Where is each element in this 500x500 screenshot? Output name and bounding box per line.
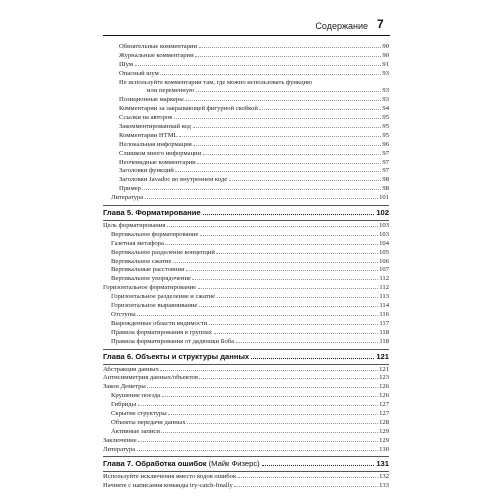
entry-page: 112 (379, 284, 389, 292)
dot-leader (251, 358, 374, 359)
dot-leader (199, 47, 381, 48)
dot-leader (200, 235, 378, 236)
entry-page: 114 (379, 302, 389, 310)
entry-page: 93 (382, 96, 389, 104)
dot-leader (195, 56, 381, 57)
chapter-page: 102 (376, 208, 389, 218)
entry-title: Слишком много информации (119, 149, 202, 157)
entry-page: 103 (379, 222, 389, 230)
entry-title: Антисимметрия данных/объектов (103, 374, 198, 382)
entry-title: Закон Деметры (103, 383, 146, 391)
chapter-page: 121 (376, 351, 389, 361)
entry-page: 133 (379, 482, 389, 490)
toc-entry-continuation[interactable] (103, 87, 389, 96)
toc-entry[interactable] (103, 311, 389, 320)
dot-leader (185, 100, 381, 101)
entry-page: 96 (382, 140, 389, 148)
entry-title: Комментарии HTML (119, 131, 178, 139)
toc-entry[interactable] (103, 240, 389, 249)
entry-title: Объекты передачи данных (111, 418, 186, 426)
dot-leader (174, 118, 381, 119)
dot-leader (135, 65, 381, 66)
entry-page: 113 (379, 293, 389, 301)
toc-entry[interactable] (103, 410, 389, 419)
entry-title: Вертикальное упорядочение (111, 275, 191, 283)
toc-entry[interactable] (103, 482, 389, 491)
toc-entry[interactable] (103, 70, 389, 79)
toc-block-comments (103, 43, 389, 203)
dot-leader (203, 214, 375, 215)
dot-leader (199, 378, 377, 379)
entry-page: 97 (382, 149, 389, 157)
entry-page: 95 (382, 123, 389, 131)
dot-leader (229, 180, 381, 181)
toc-entry[interactable] (103, 150, 389, 159)
entry-title: Пример (119, 185, 141, 193)
entry-page: 130 (379, 445, 389, 453)
entry-title: Литература (103, 445, 136, 453)
entry-page: 95 (382, 114, 389, 122)
dot-leader (259, 109, 381, 110)
header-rule (103, 35, 390, 36)
toc-block-objects (103, 366, 389, 455)
toc-entry[interactable] (103, 194, 389, 203)
dot-leader (216, 253, 377, 254)
entry-page: 118 (379, 337, 389, 345)
dot-leader (209, 324, 378, 325)
toc-entry[interactable] (103, 231, 389, 240)
entry-page: 106 (379, 257, 389, 265)
entry-page: 128 (379, 418, 389, 426)
entry-page: 94 (382, 105, 389, 113)
toc-entry[interactable] (103, 374, 389, 383)
entry-page: 101 (379, 194, 389, 202)
entry-page: 93 (382, 69, 389, 77)
entry-title: Обязательные комментарии (119, 43, 198, 50)
toc-entry[interactable] (103, 185, 389, 194)
toc-entry[interactable] (103, 167, 389, 176)
entry-title: Скрытие структуры (111, 409, 167, 417)
running-head-title: Содержание (315, 21, 368, 31)
toc-entry[interactable] (103, 338, 389, 347)
entry-page: 98 (382, 176, 389, 184)
toc-entry[interactable] (103, 132, 389, 141)
toc-entry[interactable] (103, 79, 389, 88)
entry-page: 105 (379, 248, 389, 256)
dot-leader (199, 306, 378, 307)
toc-entry[interactable] (103, 96, 389, 105)
entry-page: 104 (379, 239, 389, 247)
dot-leader (236, 342, 378, 343)
dot-leader (196, 91, 381, 92)
entry-title: Вертикальное разделение концепций (111, 248, 215, 256)
dot-leader (138, 441, 377, 442)
entry-title: Вырожденные области видимости (111, 319, 208, 327)
toc-entry[interactable] (103, 222, 389, 231)
entry-title: или переменную (147, 87, 195, 95)
entry-title: Правила форматирования от дядюшки Боба (111, 337, 235, 345)
dot-leader (198, 288, 378, 289)
dot-leader (138, 405, 378, 406)
dot-leader (147, 387, 377, 388)
entry-title: Шум (119, 60, 134, 68)
table-of-contents (103, 43, 389, 491)
entry-title: Вертикальные расстояния (111, 266, 185, 274)
toc-entry[interactable] (103, 105, 389, 114)
dot-leader (197, 163, 381, 164)
chapter-rule (103, 471, 389, 472)
entry-page: 95 (382, 131, 389, 139)
toc-block-formatting (103, 222, 389, 346)
entry-page: 126 (379, 392, 389, 400)
chapter-heading-6[interactable] (103, 350, 389, 364)
toc-entry[interactable] (103, 275, 389, 284)
entry-title: Журнальные комментарии (119, 51, 194, 59)
toc-entry[interactable] (103, 302, 389, 311)
entry-title: Используйте исключения вместо кодов ошибок (103, 473, 237, 481)
dot-leader (167, 226, 378, 227)
entry-title: Не используйте комментарии там, где можно использовать функцию (119, 78, 313, 86)
entry-title: Опасный шум (119, 69, 159, 77)
dot-leader (142, 189, 380, 190)
toc-entry[interactable] (103, 366, 389, 375)
entry-title: Заголовки Javadoc во внутреннем коде (119, 176, 228, 184)
toc-entry[interactable] (103, 114, 389, 123)
dot-leader (175, 171, 381, 172)
dot-leader (161, 432, 377, 433)
entry-page: 107 (379, 266, 389, 274)
chapter-heading-5[interactable] (103, 206, 389, 220)
entry-title: Заключение (103, 436, 137, 444)
entry-title: Позиционные маркеры (119, 96, 184, 104)
entry-title: Нелокальная информация (119, 140, 192, 148)
dot-leader (168, 414, 377, 415)
dot-leader (203, 154, 381, 155)
entry-title: Крушение поезда (111, 392, 161, 400)
entry-title: Гибриды (111, 401, 137, 409)
entry-title: Отступы (111, 310, 136, 318)
toc-entry[interactable] (103, 43, 389, 52)
dot-leader (137, 450, 378, 451)
toc-entry[interactable] (103, 383, 389, 392)
entry-title: Цель форматирования (103, 222, 166, 230)
chapter-title: Глава 6. Объекты и структуры данных (103, 351, 250, 361)
dot-leader (186, 270, 378, 271)
dot-leader (192, 279, 377, 280)
dot-leader (217, 297, 378, 298)
page-header (0, 0, 500, 39)
toc-entry[interactable] (103, 123, 389, 132)
dot-leader (234, 486, 377, 487)
entry-title: Комментарии за закрывающей фигурной скобкой (119, 105, 258, 113)
entry-page: 129 (379, 436, 389, 444)
entry-title: Начните с написания команды try-catch-finally (103, 482, 233, 490)
entry-page: 127 (379, 401, 389, 409)
entry-page: 117 (379, 319, 389, 327)
toc-entry[interactable] (103, 52, 389, 61)
dot-leader (160, 370, 377, 371)
toc-entry[interactable] (103, 284, 389, 293)
entry-title: Вертикальное форматирование (111, 230, 199, 238)
entry-page: 118 (379, 328, 389, 336)
toc-entry[interactable] (103, 159, 389, 168)
toc-entry[interactable] (103, 320, 389, 329)
entry-title: Абстракция данных (103, 365, 159, 373)
entry-page: 127 (379, 409, 389, 417)
entry-page: 112 (379, 275, 389, 283)
toc-entry[interactable] (103, 401, 389, 410)
entry-title: Газетная метафора (111, 239, 164, 247)
dot-leader (145, 198, 378, 199)
toc-block-errors (103, 473, 389, 491)
dot-leader (214, 333, 378, 334)
chapter-rule (103, 364, 389, 365)
entry-title: Ссылки на авторов (119, 114, 173, 122)
toc-entry[interactable] (103, 293, 389, 302)
entry-page: 98 (382, 185, 389, 193)
dot-leader (165, 244, 377, 245)
entry-page: 103 (379, 230, 389, 238)
dot-leader (173, 262, 378, 263)
chapter-page: 131 (376, 459, 389, 469)
entry-page: 123 (379, 374, 389, 382)
entry-title: Правила форматирования в группах (111, 328, 213, 336)
toc-entry[interactable] (103, 249, 389, 258)
toc-entry[interactable] (103, 61, 389, 70)
entry-page: 116 (379, 310, 389, 318)
toc-entry[interactable] (103, 176, 389, 185)
entry-title: Литература (111, 194, 144, 202)
entry-title: Горизонтальное выравнивание (111, 302, 198, 310)
entry-title: Неочевидные комментарии (119, 158, 196, 166)
entry-page: 132 (379, 473, 389, 481)
chapter-heading-7[interactable] (103, 457, 389, 471)
toc-entry[interactable] (103, 392, 389, 401)
dot-leader (160, 74, 381, 75)
toc-entry[interactable] (103, 437, 389, 446)
dot-leader (262, 465, 375, 466)
dot-leader (238, 477, 378, 478)
dot-leader (179, 136, 381, 137)
toc-entry[interactable] (103, 258, 389, 267)
toc-entry[interactable] (103, 428, 389, 437)
chapter-rule (103, 220, 389, 221)
dot-leader (193, 127, 381, 128)
chapter-title: Глава 5. Форматирование (103, 208, 201, 218)
toc-entry[interactable] (103, 473, 389, 482)
dot-leader (187, 423, 378, 424)
chapter-title: Глава 7. Обработка ошибок (Майк Физерс) (103, 459, 260, 469)
toc-entry[interactable] (103, 266, 389, 275)
entry-page: 90 (382, 43, 389, 50)
dot-leader (193, 145, 381, 146)
entry-title: Активные записи (111, 427, 160, 435)
page-number: 7 (377, 17, 384, 31)
entry-title: Закомментированный код (119, 123, 192, 131)
entry-title: Заголовки функций (119, 167, 174, 175)
entry-title: Вертикальное сжатие (111, 257, 172, 265)
toc-entry[interactable] (103, 446, 389, 455)
entry-page: 126 (379, 383, 389, 391)
entry-page: 121 (379, 365, 389, 373)
entry-page: 93 (382, 87, 389, 95)
entry-page: 90 (382, 51, 389, 59)
dot-leader (137, 315, 378, 316)
entry-page: 97 (382, 158, 389, 166)
entry-title: Горизонтальное форматирование (103, 284, 197, 292)
dot-leader (162, 396, 378, 397)
entry-page: 129 (379, 427, 389, 435)
toc-entry[interactable] (103, 419, 389, 428)
entry-page: 97 (382, 167, 389, 175)
toc-entry[interactable] (103, 329, 389, 338)
toc-entry[interactable] (103, 141, 389, 150)
entry-page: 91 (382, 60, 389, 68)
entry-title: Горизонтальное разделение и сжатие (111, 293, 216, 301)
